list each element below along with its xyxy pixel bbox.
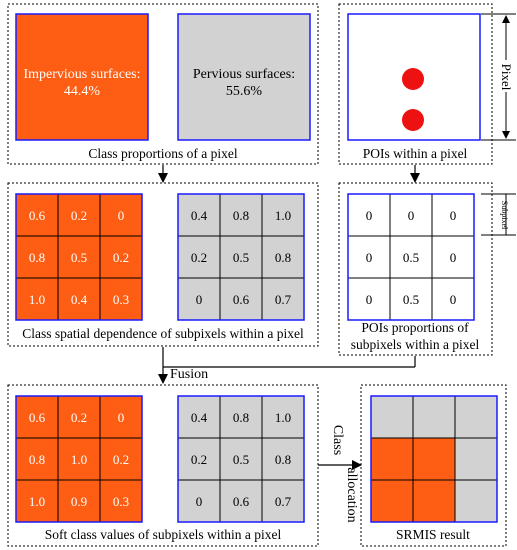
result-cell (413, 438, 455, 480)
class-proportions-caption: Class proportions of a pixel (88, 146, 238, 161)
mid-poi-value: 0 (449, 250, 457, 265)
mid-pervious-value: 0.7 (274, 292, 292, 307)
bot-pervious-grid (178, 396, 304, 522)
bot-pervious-value: 1.0 (274, 410, 292, 425)
impervious-value: 44.4% (63, 84, 101, 99)
result-cell (455, 438, 497, 480)
mid-impervious-value: 0.2 (70, 208, 88, 223)
pervious-value: 55.6% (225, 84, 263, 99)
class-allocation-label-line2: allocation (344, 467, 359, 523)
mid-pervious-value: 0.4 (190, 208, 208, 223)
mid-impervious-grid (16, 194, 142, 320)
mid-pervious-value: 0 (195, 292, 203, 307)
mid-pervious-value: 0.8 (232, 208, 250, 223)
poi-marker-1 (402, 68, 424, 90)
bot-pervious-value: 0 (195, 494, 203, 509)
result-cell (371, 438, 413, 480)
mid-pervious-value: 0.5 (232, 250, 250, 265)
mid-impervious-value: 0.5 (70, 250, 88, 265)
result-grid (371, 396, 497, 522)
mid-impervious-value: 0.2 (112, 250, 130, 265)
pois-caption: POIs within a pixel (362, 146, 468, 161)
bot-pervious-value: 0.8 (274, 452, 292, 467)
mid-poi-value: 0 (365, 250, 373, 265)
bot-impervious-value: 1.0 (28, 494, 46, 509)
spatial-dependence-caption: Class spatial dependence of subpixels within a pixel (22, 326, 304, 341)
mid-pervious-value: 0.8 (274, 250, 292, 265)
mid-pervious-value: 1.0 (274, 208, 292, 223)
poi-proportions-caption-line1: POIs proportions of (361, 320, 469, 335)
result-cell (455, 480, 497, 522)
bot-impervious-grid (16, 396, 142, 522)
pervious-label: Pervious surfaces: (192, 67, 296, 82)
mid-impervious-value: 0.3 (112, 292, 130, 307)
result-cell (413, 480, 455, 522)
bot-impervious-value: 0.6 (28, 410, 46, 425)
mid-impervious-value: 1.0 (28, 292, 46, 307)
mid-poi-value: 0.5 (402, 292, 420, 307)
bot-impervious-value: 0.3 (112, 494, 130, 509)
pixel-dimension-label: Pixel (499, 63, 514, 91)
impervious-label: Impervious surfaces: (23, 67, 141, 82)
bot-impervious-value: 0.2 (70, 410, 88, 425)
bot-pervious-value: 0.5 (232, 452, 250, 467)
mid-poi-grid (348, 194, 474, 320)
poi-marker-2 (402, 109, 424, 131)
bot-impervious-value: 0.2 (112, 452, 130, 467)
bot-pervious-value: 0.4 (190, 410, 208, 425)
bot-impervious-value: 0.9 (70, 494, 88, 509)
mid-pervious-value: 0.6 (232, 292, 250, 307)
mid-poi-value: 0 (365, 292, 373, 307)
mid-poi-value: 0.5 (402, 250, 420, 265)
bot-pervious-value: 0.6 (232, 494, 250, 509)
result-cell (455, 396, 497, 438)
mid-poi-value: 0 (407, 208, 415, 223)
class-allocation-label-line1: Class (330, 424, 345, 456)
bot-impervious-value: 0.8 (28, 452, 46, 467)
mid-pervious-value: 0.2 (190, 250, 208, 265)
bot-impervious-value: 0 (117, 410, 125, 425)
subpixel-dimension-label: Subpixel (500, 200, 509, 230)
soft-class-values-caption: Soft class values of subpixels within a pixel (44, 527, 282, 542)
mid-poi-value: 0 (449, 208, 457, 223)
bot-impervious-value: 1.0 (70, 452, 88, 467)
result-cell (413, 396, 455, 438)
srmis-result-caption: SRMIS result (396, 527, 470, 542)
fusion-label: Fusion (170, 367, 209, 382)
mid-impervious-value: 0.4 (70, 292, 88, 307)
bot-pervious-value: 0.8 (232, 410, 250, 425)
mid-pervious-grid (178, 194, 304, 320)
mid-impervious-value: 0 (117, 208, 125, 223)
bot-pervious-value: 0.2 (190, 452, 208, 467)
bot-pervious-value: 0.7 (274, 494, 292, 509)
poi-proportions-caption-line2: subpixels within a pixel (350, 337, 480, 352)
mid-poi-value: 0 (449, 292, 457, 307)
result-cell (371, 396, 413, 438)
mid-impervious-value: 0.8 (28, 250, 46, 265)
mid-impervious-value: 0.6 (28, 208, 46, 223)
mid-poi-value: 0 (365, 208, 373, 223)
result-cell (371, 480, 413, 522)
